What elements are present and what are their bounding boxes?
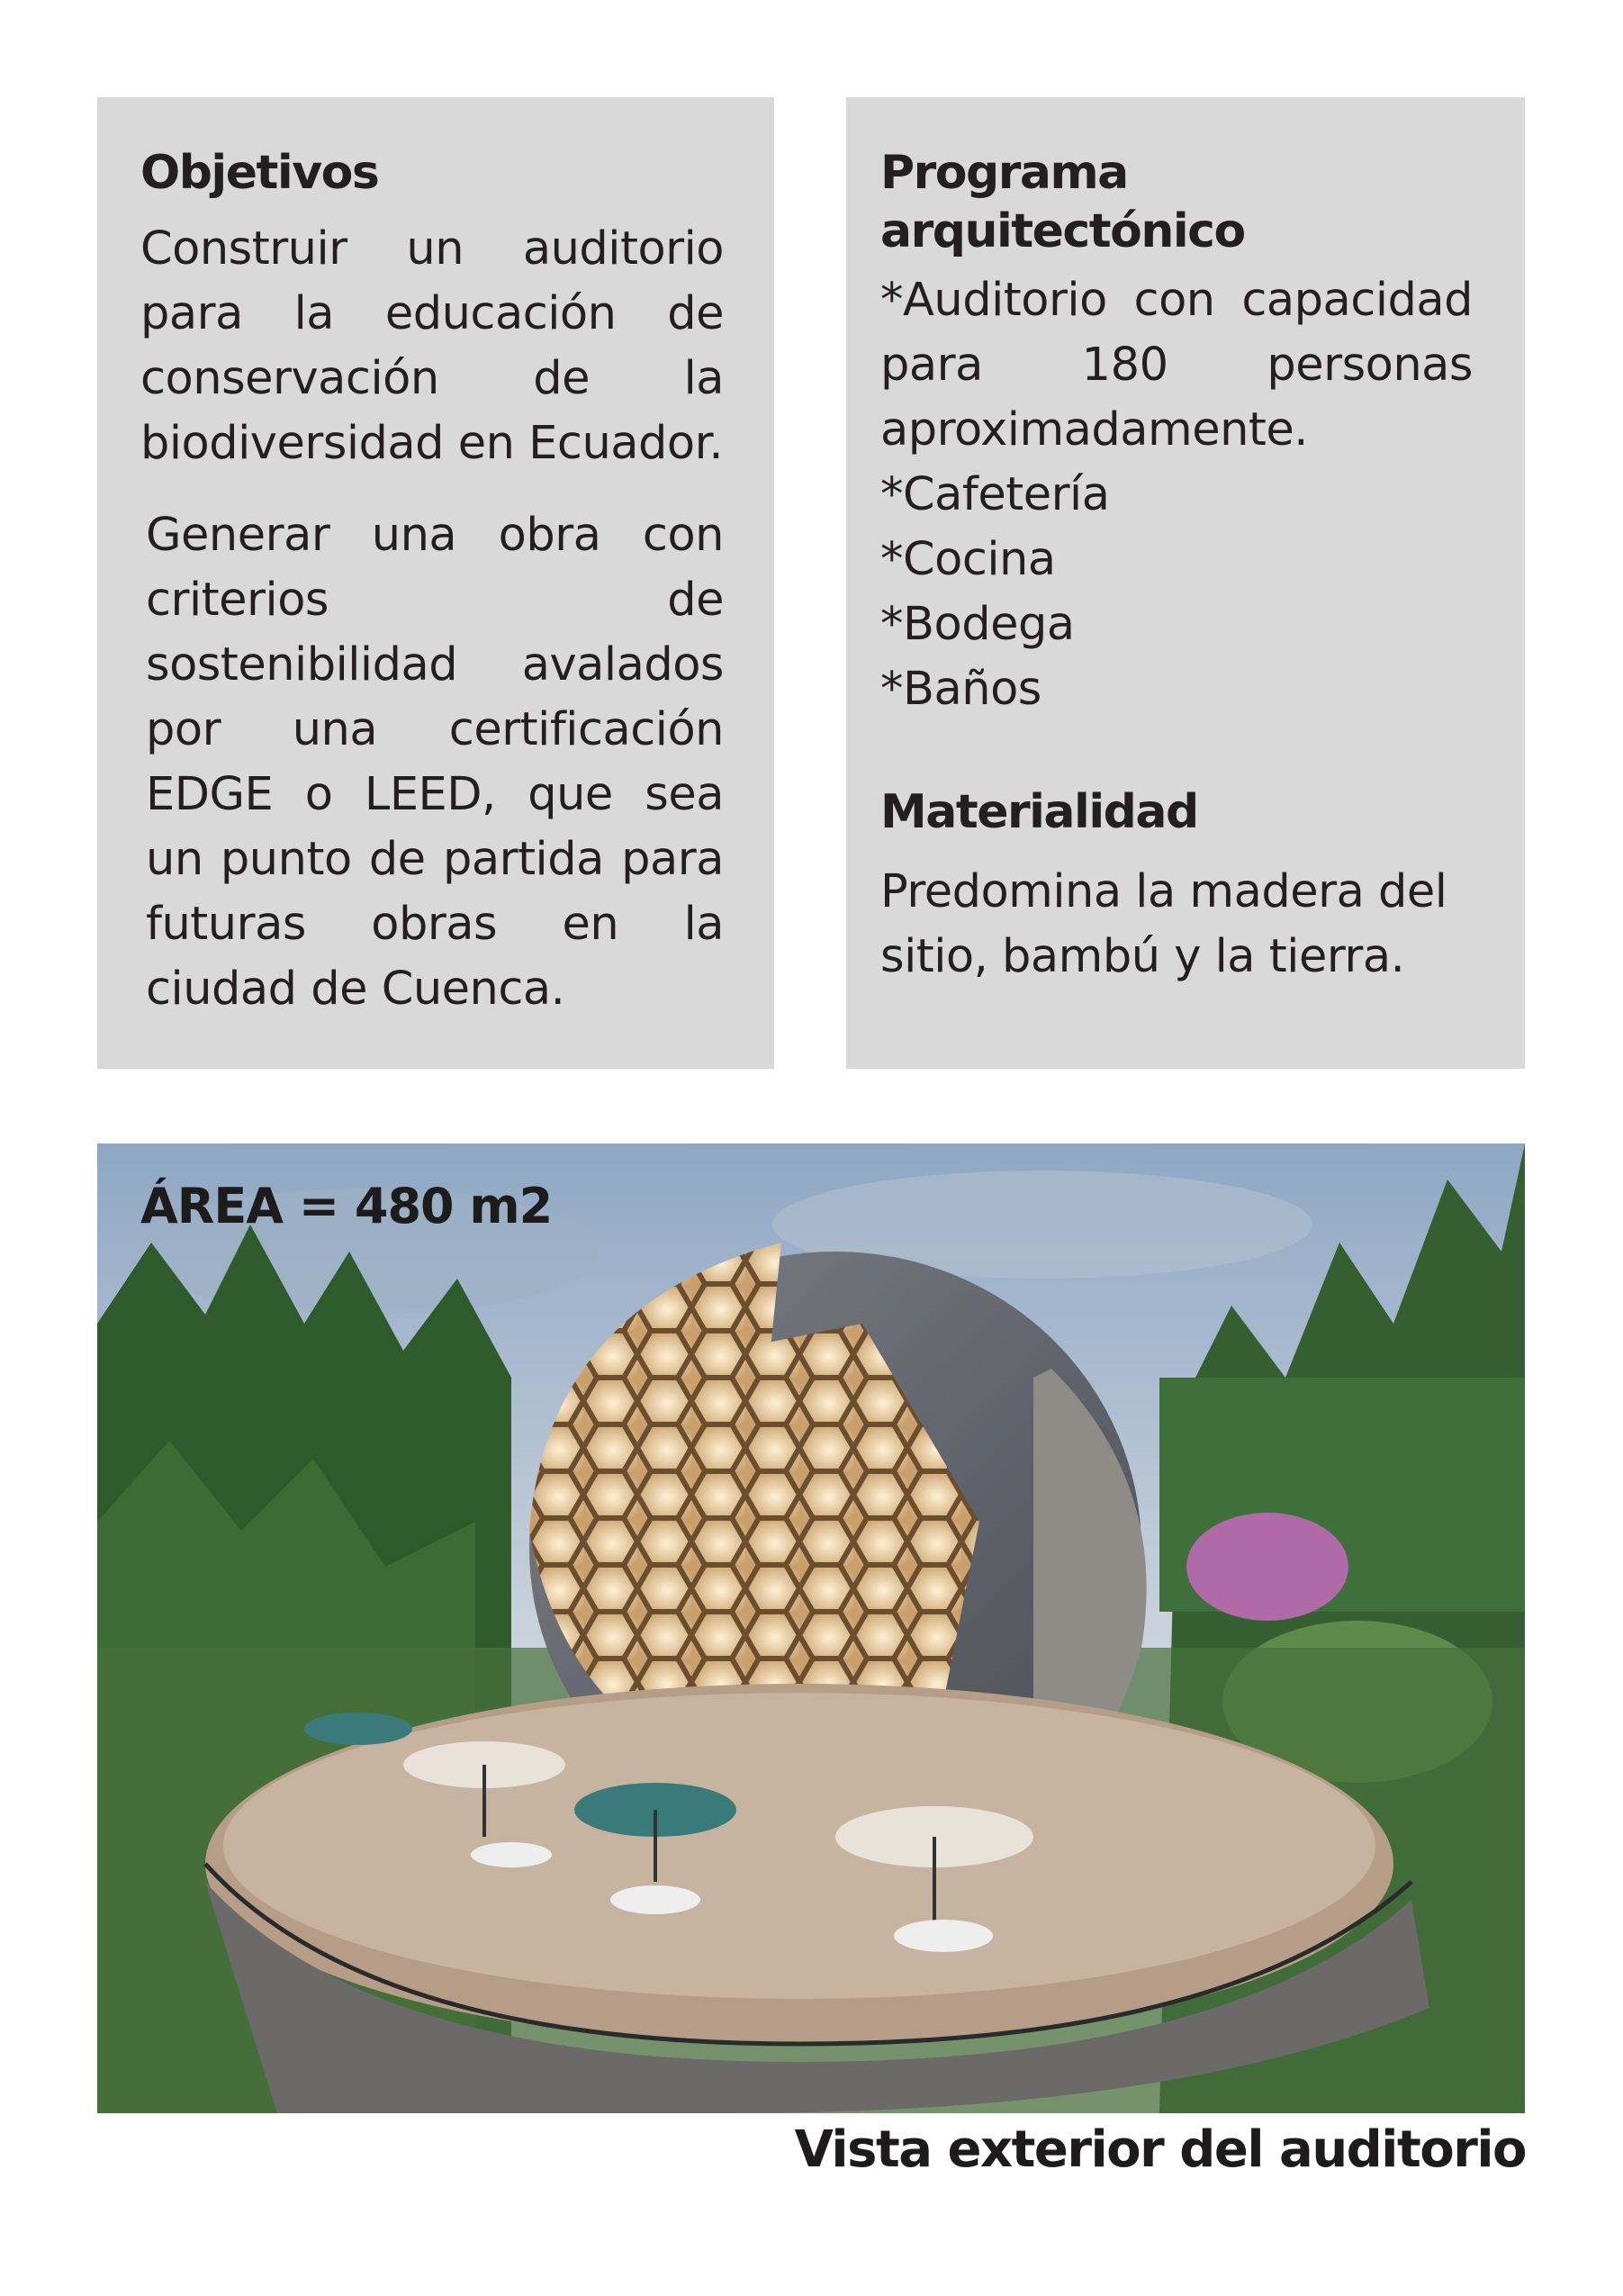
render-illustration: [97, 1143, 1525, 2113]
materialidad-heading: Materialidad: [880, 785, 1198, 839]
programa-list: [880, 268, 1473, 722]
programa-item-cocina: *Cocina: [880, 533, 1056, 586]
programa-heading: Programa arquitectónico: [880, 146, 1245, 258]
materialidad-text: Predomina la madera del sitio, bambú y la tierra.: [880, 865, 1447, 983]
programa-item-banos: *Baños: [880, 663, 1041, 716]
auditorium-render-image: [97, 1143, 1525, 2113]
programa-item-auditorio: *Auditorio con capacidad para 180 personas aproximadamente.: [880, 274, 1473, 456]
image-caption: Vista exterior del auditorio: [794, 2120, 1526, 2179]
objetivos-paragraph-1: Construir un auditorio para la educación de conservación de la biodiversidad en Ecuador.: [140, 222, 724, 470]
objetivos-panel: [97, 97, 774, 1069]
programa-panel: [846, 97, 1525, 1069]
programa-item-cafeteria: *Cafetería: [880, 468, 1110, 521]
objetivos-heading: Objetivos: [140, 146, 379, 200]
programa-item-bodega: *Bodega: [880, 598, 1075, 651]
objetivos-paragraph-2: Generar una obra con criterios de sostenibilidad avalados por una certificación EDGE o LEED, que sea un punto de partida para futuras obras en la ciudad de Cuenca.: [146, 509, 724, 1016]
area-label: ÁREA = 480 m2: [140, 1178, 553, 1234]
